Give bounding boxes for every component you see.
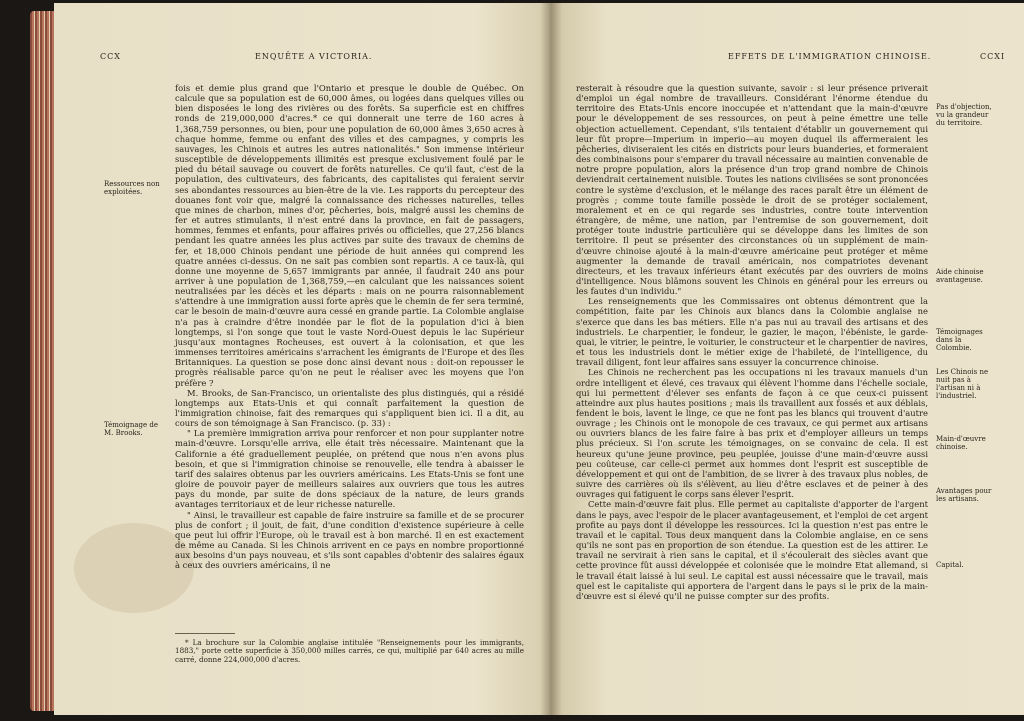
- open-book: [30, 3, 1010, 717]
- margin-note-temoignages: Témoignages dans la Colombie.: [936, 328, 983, 352]
- right-paragraph-4: Cette main-d'œuvre fait plus. Elle permet au capitaliste d'apporter de l'argent dans le pays, avec l'espoir de le placer avantageusement, et l'emploi de cet argent profite au pays dont il développe les ressources. Ici la question n'est pas entre le travail et le capital. Tous deux manquent dans la Colombie anglaise, en ce sens qu'ils ne sont pas en proportion de son étendue. La question est de les attirer. Le travail ne servirait à rien sans le capital, et il s'écoulerait des siècles avant que cette province fût aussi développée et colonisée que le moindre Etat allemand, si le travail était laissé à lui seul. Le capital est aussi nécessaire que le travail, mais quel est le capitaliste qui apportera de l'argent dans le pays si le prix de la main-d'œuvre est si élevé qu'il ne puisse compter sur des profits.: [576, 499, 928, 601]
- margin-note-objection: Pas d'objection, vu la grandeur du territoire.: [936, 103, 992, 127]
- right-page: [550, 3, 1024, 715]
- margin-note-brooks: Témoignage de M. Brooks.: [104, 421, 158, 437]
- margin-note-aide: Aide chinoise avantageuse.: [936, 268, 984, 284]
- right-paragraph-3: Les Chinois ne recherchent pas les occupations ni les travaux manuels d'un ordre intelligent et élevé, ces travaux qui élèvent l'homme dans l'échelle sociale, qui lui permettent d'élever ses enfants de façon à ce que ceux-ci puissent atteindre aux plus hautes positions ; mais ils travaillent aux fossés et aux déblais, fendent le bois, lavent le linge, ce que ne font pas les blancs qui trouvent d'autre ouvrage ; les Chinois ont le monopole de ces travaux, ce qui permet aux artisans ou ouvriers blancs de les faire faire à bas prix et d'employer ailleurs un temps plus précieux. Si l'on scrute les témoignages, on se convainc de cela. Il est heureux qu'une jeune province, peu peuplée, jouisse d'une main-d'œuvre aussi peu coûteuse, car celle-ci permet aux hommes dont l'esprit est susceptible de développement et qui ont de l'ambition, de se livrer à des travaux plus nobles, de suivre des carrières où ils s'élèvent, au lieu d'être esclaves et de peiner à des ouvrages qui fatiguent le corps sans élever l'esprit.: [576, 367, 928, 500]
- right-page-text: [576, 83, 928, 601]
- right-running-head: EFFETS DE L'IMMIGRATION CHINOISE.: [728, 52, 932, 61]
- margin-note-ressources: Ressources non exploitées.: [104, 180, 160, 196]
- left-running-head: ENQUÊTE A VICTORIA.: [255, 52, 373, 61]
- left-page: [54, 3, 550, 715]
- margin-note-main-oeuvre: Main-d'œuvre chinoise.: [936, 435, 986, 451]
- book-gutter: [540, 3, 562, 715]
- left-page-number: CCX: [100, 52, 121, 61]
- right-paragraph-1: resterait à résoudre que la question suivante, savoir : si leur présence priverait d'emploi un égal nombre de travailleurs. Considérant l'énorme étendue du territoire des Etats-Unis encore inoccupée et n'attendant que la main-d'œuvre pour le développement de ses ressources, on peut à peine émettre une telle objection actuellement. Cependant, s'ils tentaient d'établir un gouvernement qui leur fût propre—Imperium in imperio—au moyen duquel ils affermeraient les pêcheries, diviseraient les cités en districts pour leurs buanderies, et formeraient des combinaisons pour s'emparer du travail nécessaire au maintien convenable de notre propre population, alors la présence d'un trop grand nombre de Chinois deviendrait certainement nuisible. Toutes les nations civilisées se sont prononcées contre le système d'exclusion, et le mélange des races paraît être un élément de progrès ; comme toute famille possède le droit de se protéger socialement, moralement et en ce qui regarde ses industries, contre toute intervention étrangère, de même, une nation, par l'entremise de son gouvernement, doit protéger toute industrie particulière qui se développe dans les limites de son territoire. Il peut se présenter des circonstances où un supplément de main-d'œuvre chinoise ajouté à la main-d'œuvre américaine peut protéger et même augmenter la demande de travail américain, nos compatriotes devenant directeurs, et les travaux inférieurs étant exécutés par des ouvriers de moins d'intelligence. Nous blâmons souvent les Chinois en général pour les erreurs ou les fautes d'un individu.": [576, 83, 928, 297]
- left-paragraph-2: M. Brooks, de San-Francisco, un orientaliste des plus distingués, qui a résidé longtemps aux Etats-Unis et qui connaît parfaitement la question de l'immigration chinoise, fait des remarques qui s'appliquent bien ici. Il a dit, au cours de son témoignage à San Francisco. (p. 33) :: [175, 387, 524, 429]
- left-paragraph-4: " Ainsi, le travailleur est capable de faire instruire sa famille et de se procurer plus de confort ; il jouit, de fait, d'une condition d'existence supérieure à celle que peut lui offrir l'Europe, où le travail est à bon marché. Il en est exactement de même au Canada. Si les Chinois arrivent en ce pays en nombre proportionné aux besoins d'un pays nouveau, et s'ils sont capables d'obtenir des salaires égaux à ceux des ouvriers américains, il ne: [175, 509, 524, 571]
- footnote-text: * La brochure sur la Colombie anglaise intitulée "Renseignements pour les immigrants, 1883," porte cette superficie à 350,000 milles carrés, ce qui, multiplié par 640 acres au mille carré, donne 224,000,000 d'acres.: [175, 638, 524, 664]
- left-paragraph-1: fois et demie plus grand que l'Ontario et presque le double de Québec. On calcule que sa population est de 60,000 âmes, ou logées dans quelques villes ou bien disposées le long des rivières ou des forêts. Sa superficie est en chiffres ronds de 219,000,000 d'acres.* ce qui donnerait une terre de 160 acres à 1,368,759 personnes, ou bien, pour une population de 60,000 âmes 3,650 acres à chaque homme, femme ou enfant des villes et des campagnes, y compris les sauvages, les Chinois et autres les autres nationalités." Son immense intérieur susceptible de développements illimités est presque exclusivement foulé par le pied du bétail sauvage ou couvert de forêts naturelles. Ce qu'il faut, c'est de la population, des cultivateurs, des fabricants, des capitalistes qui feraient servir ses abondantes ressources au bien-être de la vie. Les rapports du percepteur des douanes font voir que, malgré la connaissance des richesses naturelles, telles que mines de charbon, mines d'or, pêcheries, bois, malgré aussi les chemins de fer et autres stimulants, il n'est entré dans la province, en fait de passagers, hommes, femmes et enfants, pour affaires privés ou officielles, que 27,256 blancs pendant les quatre années les plus actives par suite des travaux de chemins de fer, et 18,000 Chinois pendant une période de huit années qui comprend les quatre années ci-dessus. On ne sait pas combien sont repartis. A ce taux-là, qui donne une moyenne de 5,657 immigrants par année, il faudrait 240 ans pour arriver à une population de 1,368,759,—en calculant que les naissances soient neutralisées par les décès et les départs : mais on ne pourra raisonnablement s'attendre à une immigration aussi forte après que le chemin de fer sera terminé, car le besoin de main-d'œuvre aura cessé en grande partie. La Colombie anglaise n'a pas à craindre d'être inondée par le flot de la population d'ici à bien longtemps, si l'on songe que tout le vaste Nord-Ouest depuis le lac Supérieur jusqu'aux montagnes Rocheuses, est ouvert à la colonisation, et que les immenses territoires américains s'arrachent les émigrants de l'Europe et des îles Britanniques. La question se pose donc ainsi devant nous : doit-on repousser le progrès réalisable parce qu'on ne peut le réaliser avec les moyens que l'on préfère ?: [175, 83, 524, 388]
- margin-note-capital: Capital.: [936, 561, 964, 569]
- right-paragraph-2: Les renseignements que les Commissaires ont obtenus démontrent que la compétition, faite par les Chinois aux blancs dans la Colombie anglaise ne s'exerce que dans les bas métiers. Elle n'a pas nui au travail des artisans et des industriels. Le charpentier, le fondeur, le gazier, le maçon, l'ébéniste, le garde-quai, le vitrier, le peintre, le voiturier, le constructeur et le charpentier de navires, et tous les industriels dont le métier exige de l'habileté, de l'intelligence, du travail diligent, font leur affaires sans essuyer la concurrence chinoise.: [576, 296, 928, 368]
- margin-note-avantages: Avantages pour les artisans.: [936, 487, 992, 503]
- margin-note-chinois-nuit: Les Chinois ne nuit pas à l'artisan ni à l'industriel.: [936, 368, 989, 400]
- right-page-number: CCXI: [980, 52, 1006, 61]
- left-paragraph-3: " La première immigration arriva pour renforcer et non pour supplanter notre main-d'œuvre. Lorsqu'elle arriva, elle était très nécessaire. Maintenant que la Californie a été graduellement peuplée, on prétend que nous n'en avons plus besoin, et que si l'immigration chinoise se renouvelle, elle tendra à abaisser le tarif des salaires obtenus par les ouvriers américains. Les Etats-Unis se font une gloire de pouvoir payer de meilleurs salaires aux ouvriers que tous les autres pays du monde, par suite de dons spéciaux de la nature, de leurs grands avantages territoriaux et de leur richesse naturelle.: [175, 428, 524, 510]
- left-footnote: [175, 639, 524, 664]
- footnote-rule: [175, 633, 235, 634]
- left-page-text: [175, 83, 524, 571]
